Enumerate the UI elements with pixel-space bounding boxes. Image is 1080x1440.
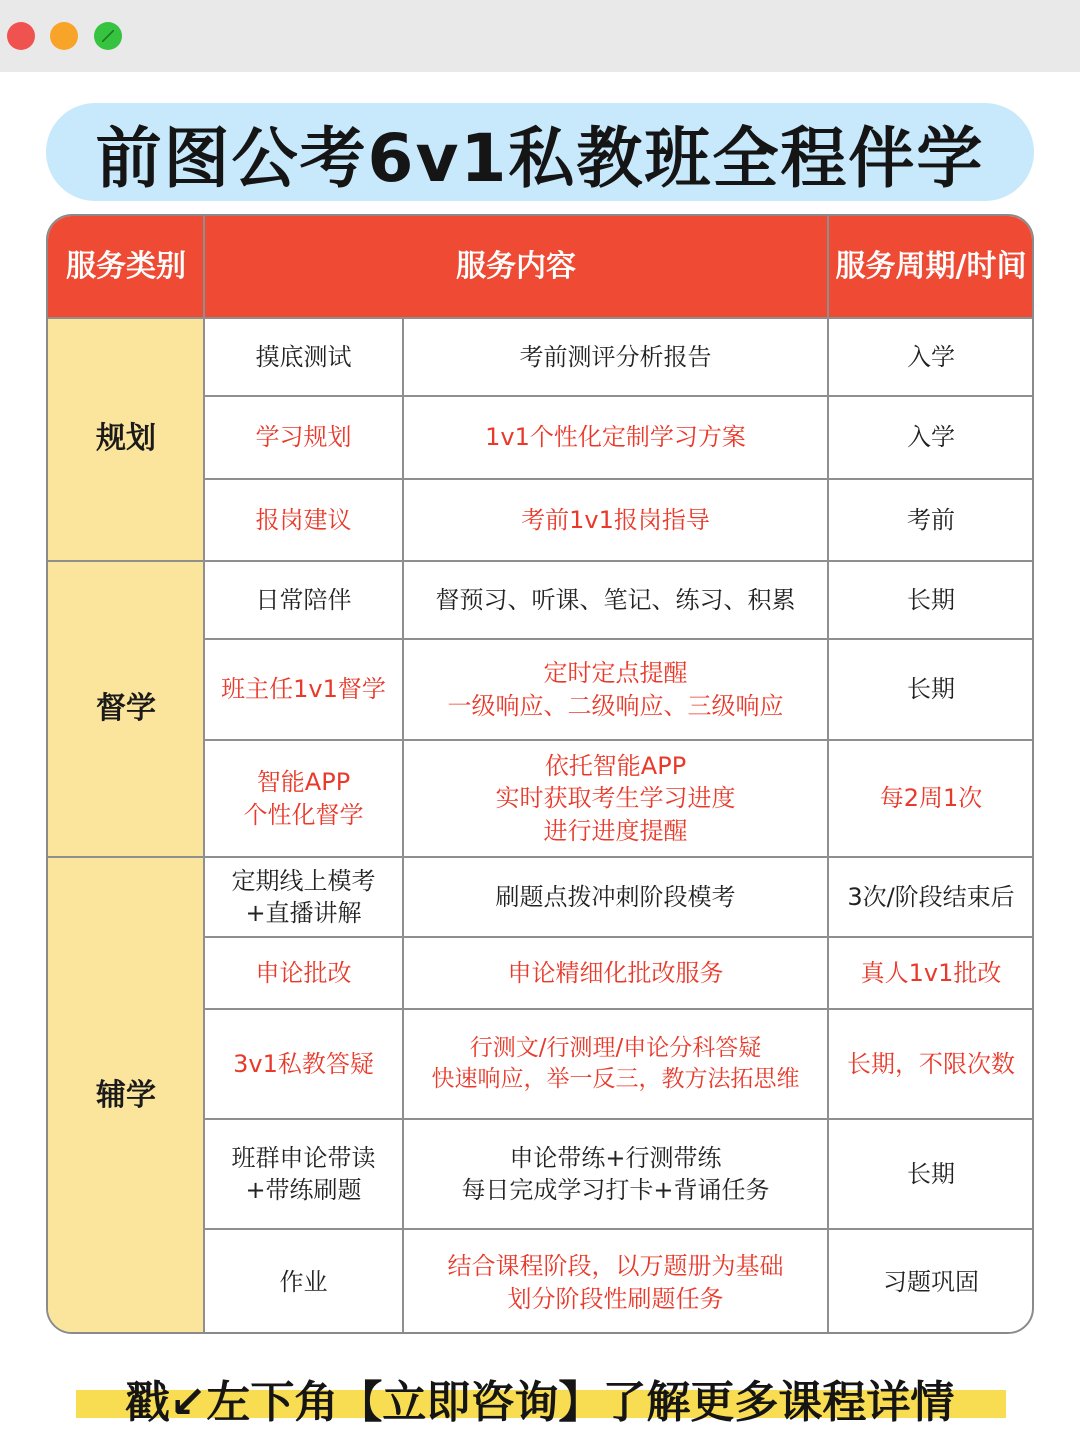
grid-line [48, 317, 1034, 319]
row-content: 行测文/行测理/申论分科答疑 快速响应，举一反三，教方法拓思维 [431, 1034, 800, 1092]
row-item: 班主任1v1督学 [221, 675, 386, 704]
row-period: 真人1v1批改 [860, 958, 1002, 987]
header-category: 服务类别 [48, 216, 204, 318]
row-item: 智能APP 个性化督学 [243, 768, 364, 829]
grid-line [204, 638, 1034, 640]
minimize-window-icon[interactable] [50, 22, 78, 50]
grid-line [204, 1118, 1034, 1120]
row-item: 申论批改 [255, 958, 352, 987]
category-tutoring: 辅学 [48, 857, 204, 1334]
row-item: 定期线上模考 +直播讲解 [231, 866, 376, 927]
category-supervision: 督学 [48, 561, 204, 857]
row-item: 作业 [279, 1268, 328, 1297]
row-item: 日常陪伴 [255, 585, 352, 614]
grid-line [204, 739, 1034, 741]
row-period: 入学 [907, 342, 955, 371]
row-content: 申论精细化批改服务 [507, 958, 724, 987]
row-content: 申论带练+行测带练 每日完成学习打卡+背诵任务 [461, 1143, 770, 1204]
grid-line [48, 560, 1034, 562]
row-period: 长期 [907, 1159, 955, 1188]
grid-line [204, 478, 1034, 480]
header-period: 服务周期/时间 [828, 216, 1034, 318]
row-content: 考前测评分析报告 [519, 342, 712, 371]
title-banner [46, 103, 1034, 201]
close-window-icon[interactable] [7, 22, 35, 50]
grid-line [204, 1008, 1034, 1010]
row-period: 长期 [907, 675, 955, 704]
window-titlebar [0, 0, 1080, 72]
row-period: 3次/阶段结束后 [847, 882, 1015, 911]
row-content: 刷题点拨冲刺阶段模考 [495, 882, 736, 911]
row-period: 入学 [907, 423, 955, 452]
grid-line [48, 856, 1034, 858]
page-title: 前图公考6v1私教班全程伴学 [95, 119, 985, 197]
row-period: 长期 [907, 585, 955, 614]
maximize-window-icon[interactable] [94, 22, 122, 50]
consult-banner: 戳↙左下角【立即咨询】了解更多课程详情 [125, 1377, 955, 1428]
row-content: 结合课程阶段，以万题册为基础 划分阶段性刷题任务 [447, 1252, 784, 1313]
row-item: 班群申论带读 +带练刷题 [231, 1143, 376, 1204]
grid-line [827, 216, 829, 1334]
row-period: 每2周1次 [879, 784, 983, 813]
row-item: 3v1私教答疑 [233, 1049, 374, 1078]
row-content: 考前1v1报岗指导 [521, 505, 710, 534]
service-table [46, 214, 1034, 1334]
grid-line [402, 318, 404, 1334]
row-period: 习题巩固 [883, 1268, 979, 1297]
row-content: 依托智能APP 实时获取考生学习进度 进行进度提醒 [495, 751, 736, 845]
grid-line [204, 1228, 1034, 1230]
row-item: 报岗建议 [255, 505, 352, 534]
row-item: 摸底测试 [255, 342, 352, 371]
row-content: 定时定点提醒 一级响应、二级响应、三级响应 [447, 659, 784, 720]
row-period: 考前 [907, 505, 955, 534]
header-content: 服务内容 [204, 216, 828, 318]
grid-line [204, 395, 1034, 397]
row-content: 1v1个性化定制学习方案 [485, 423, 746, 452]
grid-line [203, 216, 205, 1334]
row-item: 学习规划 [255, 423, 352, 452]
category-planning: 规划 [48, 318, 204, 561]
row-period: 长期，不限次数 [847, 1049, 1015, 1078]
row-content: 督预习、听课、笔记、练习、积累 [435, 585, 796, 614]
grid-line [204, 936, 1034, 938]
